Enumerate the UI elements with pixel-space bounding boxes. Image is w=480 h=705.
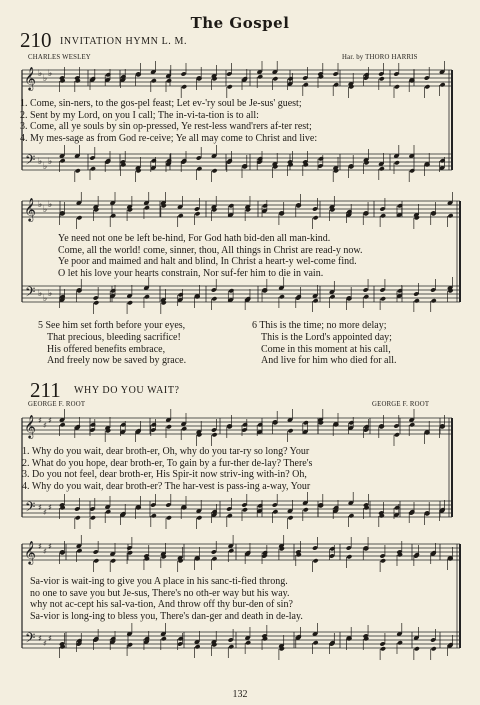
treble-staff <box>22 201 460 217</box>
note-head <box>380 296 386 301</box>
note-head <box>348 513 354 518</box>
flat-icon: ♭ <box>48 157 53 167</box>
page-number: 132 <box>232 689 248 700</box>
stanza-6 <box>252 320 397 367</box>
bass-clef-icon: 𝄢 <box>25 152 36 171</box>
note-head <box>75 168 81 173</box>
note-head <box>178 213 184 218</box>
note-head <box>313 215 319 220</box>
note-head <box>93 300 99 305</box>
verse-line: Ye need not one be left be-hind, For God hath bid-den all man-kind. <box>58 233 331 244</box>
note-head <box>76 215 82 220</box>
hymn-210-arranger: Har. by THORO HARRIS <box>342 54 418 61</box>
bass-clef-icon: 𝄢 <box>25 630 36 649</box>
note-head <box>272 76 278 81</box>
note-head <box>151 78 157 83</box>
note-head <box>151 513 157 518</box>
note-head <box>166 424 172 429</box>
flat-icon: ♭ <box>38 289 43 299</box>
note-head <box>394 432 400 437</box>
sharp-icon: ♯ <box>43 508 47 517</box>
note-head <box>279 294 285 299</box>
verse-line: 4. My mes-sage as from God re-ceive; Ye all may come to Christ and live: <box>20 132 318 144</box>
note-head <box>303 82 309 87</box>
bass-staff <box>22 632 460 648</box>
hymn-210-number: 210 <box>20 28 52 52</box>
verse-line: why not ac-cept his sal-va-tion, And throw off thy bur-den of sin? <box>30 599 293 611</box>
note-head <box>227 84 233 89</box>
sharp-icon: ♯ <box>38 416 42 425</box>
treble-clef-icon: 𝄞 <box>24 540 36 564</box>
note-head <box>166 515 172 520</box>
verse-line: 2. What do you hope, dear broth-er, To gain by a fur-ther de-lay? There's <box>22 457 313 469</box>
hymn-211-verses-b <box>30 576 303 622</box>
sharp-icon: ♯ <box>48 634 52 643</box>
note-head <box>272 509 278 514</box>
treble-staff <box>22 70 452 86</box>
note-head <box>211 432 217 437</box>
verse-line: 3. Do you not feel, dear broth-er, His Spir-it now striv-ing with-in? Oh, <box>22 469 307 481</box>
flat-icon: ♭ <box>48 200 53 210</box>
flat-icon: ♭ <box>43 294 48 304</box>
note-head <box>196 166 202 171</box>
note-head <box>379 76 385 81</box>
note-head <box>313 640 319 645</box>
note-head <box>409 422 415 427</box>
verse-line: 1. Come, sin-ners, to the gos-pel feast; Let ev-'ry soul be Je-sus' guest; <box>20 98 302 109</box>
hymn-211-number: 211 <box>30 378 61 402</box>
stanza-line: 5 See him set forth before your eyes, <box>38 320 186 331</box>
note-head <box>257 74 263 79</box>
flat-icon: ♭ <box>48 289 53 299</box>
note-head <box>166 78 172 83</box>
note-head <box>379 166 385 171</box>
verse-line: Come, all the world! come, sinner, thou, All things in Christ are read-y now. <box>58 244 363 256</box>
stanza-line: And live for him who died for all. <box>261 355 397 367</box>
verse-line: 1. Why do you wait, dear broth-er, Oh, why do you tar-ry so long? Your <box>22 446 310 457</box>
note-head <box>431 298 437 303</box>
bass-staff <box>22 286 460 302</box>
note-head <box>380 558 386 563</box>
note-head <box>439 82 445 87</box>
sharp-icon: ♯ <box>38 503 42 512</box>
bass-clef-icon: 𝄢 <box>25 499 36 518</box>
treble-clef-icon: 𝄞 <box>24 414 36 438</box>
sharp-icon: ♯ <box>43 421 47 430</box>
note-head <box>144 205 150 210</box>
treble-staff <box>22 418 452 434</box>
note-head <box>110 558 116 563</box>
note-head <box>211 296 217 301</box>
note-head <box>363 294 369 299</box>
flat-icon: ♭ <box>43 162 48 172</box>
hymn-211-verses-a <box>22 446 312 492</box>
verse-line: O let his love your hearts constrain, Nor suf-fer him to die in vain. <box>58 267 324 279</box>
verse-line: Sa-vior is wait-ing to give you A place in his sanc-ti-fied throng. <box>30 576 288 587</box>
note-head <box>313 558 319 563</box>
note-head <box>194 644 200 649</box>
note-head <box>380 646 386 651</box>
sharp-icon: ♯ <box>48 542 52 551</box>
treble-clef-icon: 𝄞 <box>24 66 36 90</box>
sharp-icon: ♯ <box>38 542 42 551</box>
verse-line: 2. Sent by my Lord, on you I call; The in-vi-ta-tion is to all: <box>20 109 259 121</box>
flat-icon: ♭ <box>38 157 43 167</box>
note-head <box>313 298 319 303</box>
note-head <box>105 509 111 514</box>
note-head <box>228 644 234 649</box>
note-head <box>161 636 167 641</box>
note-head <box>127 300 133 305</box>
note-head <box>346 554 352 559</box>
hymn-210-title: INVITATION HYMN L. M. <box>60 36 188 47</box>
note-head <box>228 548 234 553</box>
note-head <box>144 294 150 299</box>
hymn-210-verses-a <box>20 98 317 144</box>
note-head <box>424 84 430 89</box>
stanza-5 <box>38 320 186 367</box>
note-head <box>394 84 400 89</box>
note-head <box>333 82 339 87</box>
hymn-211-composer: GEORGE F. ROOT <box>372 401 430 408</box>
flat-icon: ♭ <box>43 205 48 215</box>
note-head <box>181 426 187 431</box>
stanza-line: His offered benefits embrace, <box>47 343 166 355</box>
stanza-line: 6 This is the time; no more delay; <box>252 320 387 331</box>
sharp-icon: ♯ <box>48 503 52 512</box>
note-head <box>93 558 99 563</box>
note-head <box>211 168 217 173</box>
hymn-211-author: GEORGE F. ROOT <box>28 401 86 408</box>
verse-line: no one to save you but Je-sus, There's no oth-er way but his way. <box>30 587 290 599</box>
note-head <box>303 507 309 512</box>
note-head <box>181 84 187 89</box>
flat-icon: ♭ <box>38 200 43 210</box>
verse-line: 4. Why do you wait, dear broth-er? The har-vest is pass-ing a-way, Your <box>22 480 311 492</box>
note-head <box>59 158 65 163</box>
verse-line: Sa-vior is long-ing to bless you, There's dan-ger and death in de-lay. <box>30 610 303 622</box>
sharp-icon: ♯ <box>48 416 52 425</box>
verse-line: 3. Come, all ye souls by sin op-pressed, Ye rest-less wand'rers af-ter rest; <box>20 121 312 133</box>
flat-icon: ♭ <box>48 69 53 79</box>
note-head <box>447 213 453 218</box>
note-head <box>227 513 233 518</box>
note-head <box>59 422 65 427</box>
note-head <box>245 640 251 645</box>
verse-line: Ye poor and maimed and halt and blind, In Christ a heart-y wel-come find. <box>58 256 357 268</box>
note-head <box>194 211 200 216</box>
hymn-210-author: CHARLES WESLEY <box>28 54 91 61</box>
note-head <box>75 515 81 520</box>
page-header: The Gospel <box>190 14 290 32</box>
note-head <box>196 515 202 520</box>
sharp-icon: ♯ <box>38 634 42 643</box>
stanza-line: This is the Lord's appointed day; <box>261 331 392 343</box>
note-head <box>397 640 403 645</box>
flat-icon: ♭ <box>38 69 43 79</box>
note-head <box>211 556 217 561</box>
note-head <box>287 515 293 520</box>
note-head <box>329 294 335 299</box>
note-head <box>394 160 400 165</box>
note-head <box>431 646 437 651</box>
note-head <box>414 298 420 303</box>
treble-staff <box>22 544 460 560</box>
note-head <box>90 515 96 520</box>
note-head <box>76 548 82 553</box>
sharp-icon: ♯ <box>43 639 47 648</box>
flat-icon: ♭ <box>43 74 48 84</box>
stanza-line: That precious, bleeding sacrifice! <box>47 331 181 343</box>
note-head <box>110 213 116 218</box>
bass-clef-icon: 𝄢 <box>25 284 36 303</box>
bass-staff <box>22 154 452 170</box>
bass-staff <box>22 501 452 517</box>
note-head <box>287 428 293 433</box>
stanza-line: And freely now be saved by grace. <box>47 355 187 367</box>
treble-clef-icon: 𝄞 <box>24 197 36 221</box>
note-head <box>414 646 420 651</box>
note-head <box>90 166 96 171</box>
note-head <box>380 213 386 218</box>
stanza-line: Come in this moment at his call, <box>261 343 391 355</box>
note-head <box>242 507 248 512</box>
hymn-211-title: WHY DO YOU WAIT? <box>74 385 180 396</box>
sharp-icon: ♯ <box>43 547 47 556</box>
hymn-210-verses-b <box>58 233 362 279</box>
